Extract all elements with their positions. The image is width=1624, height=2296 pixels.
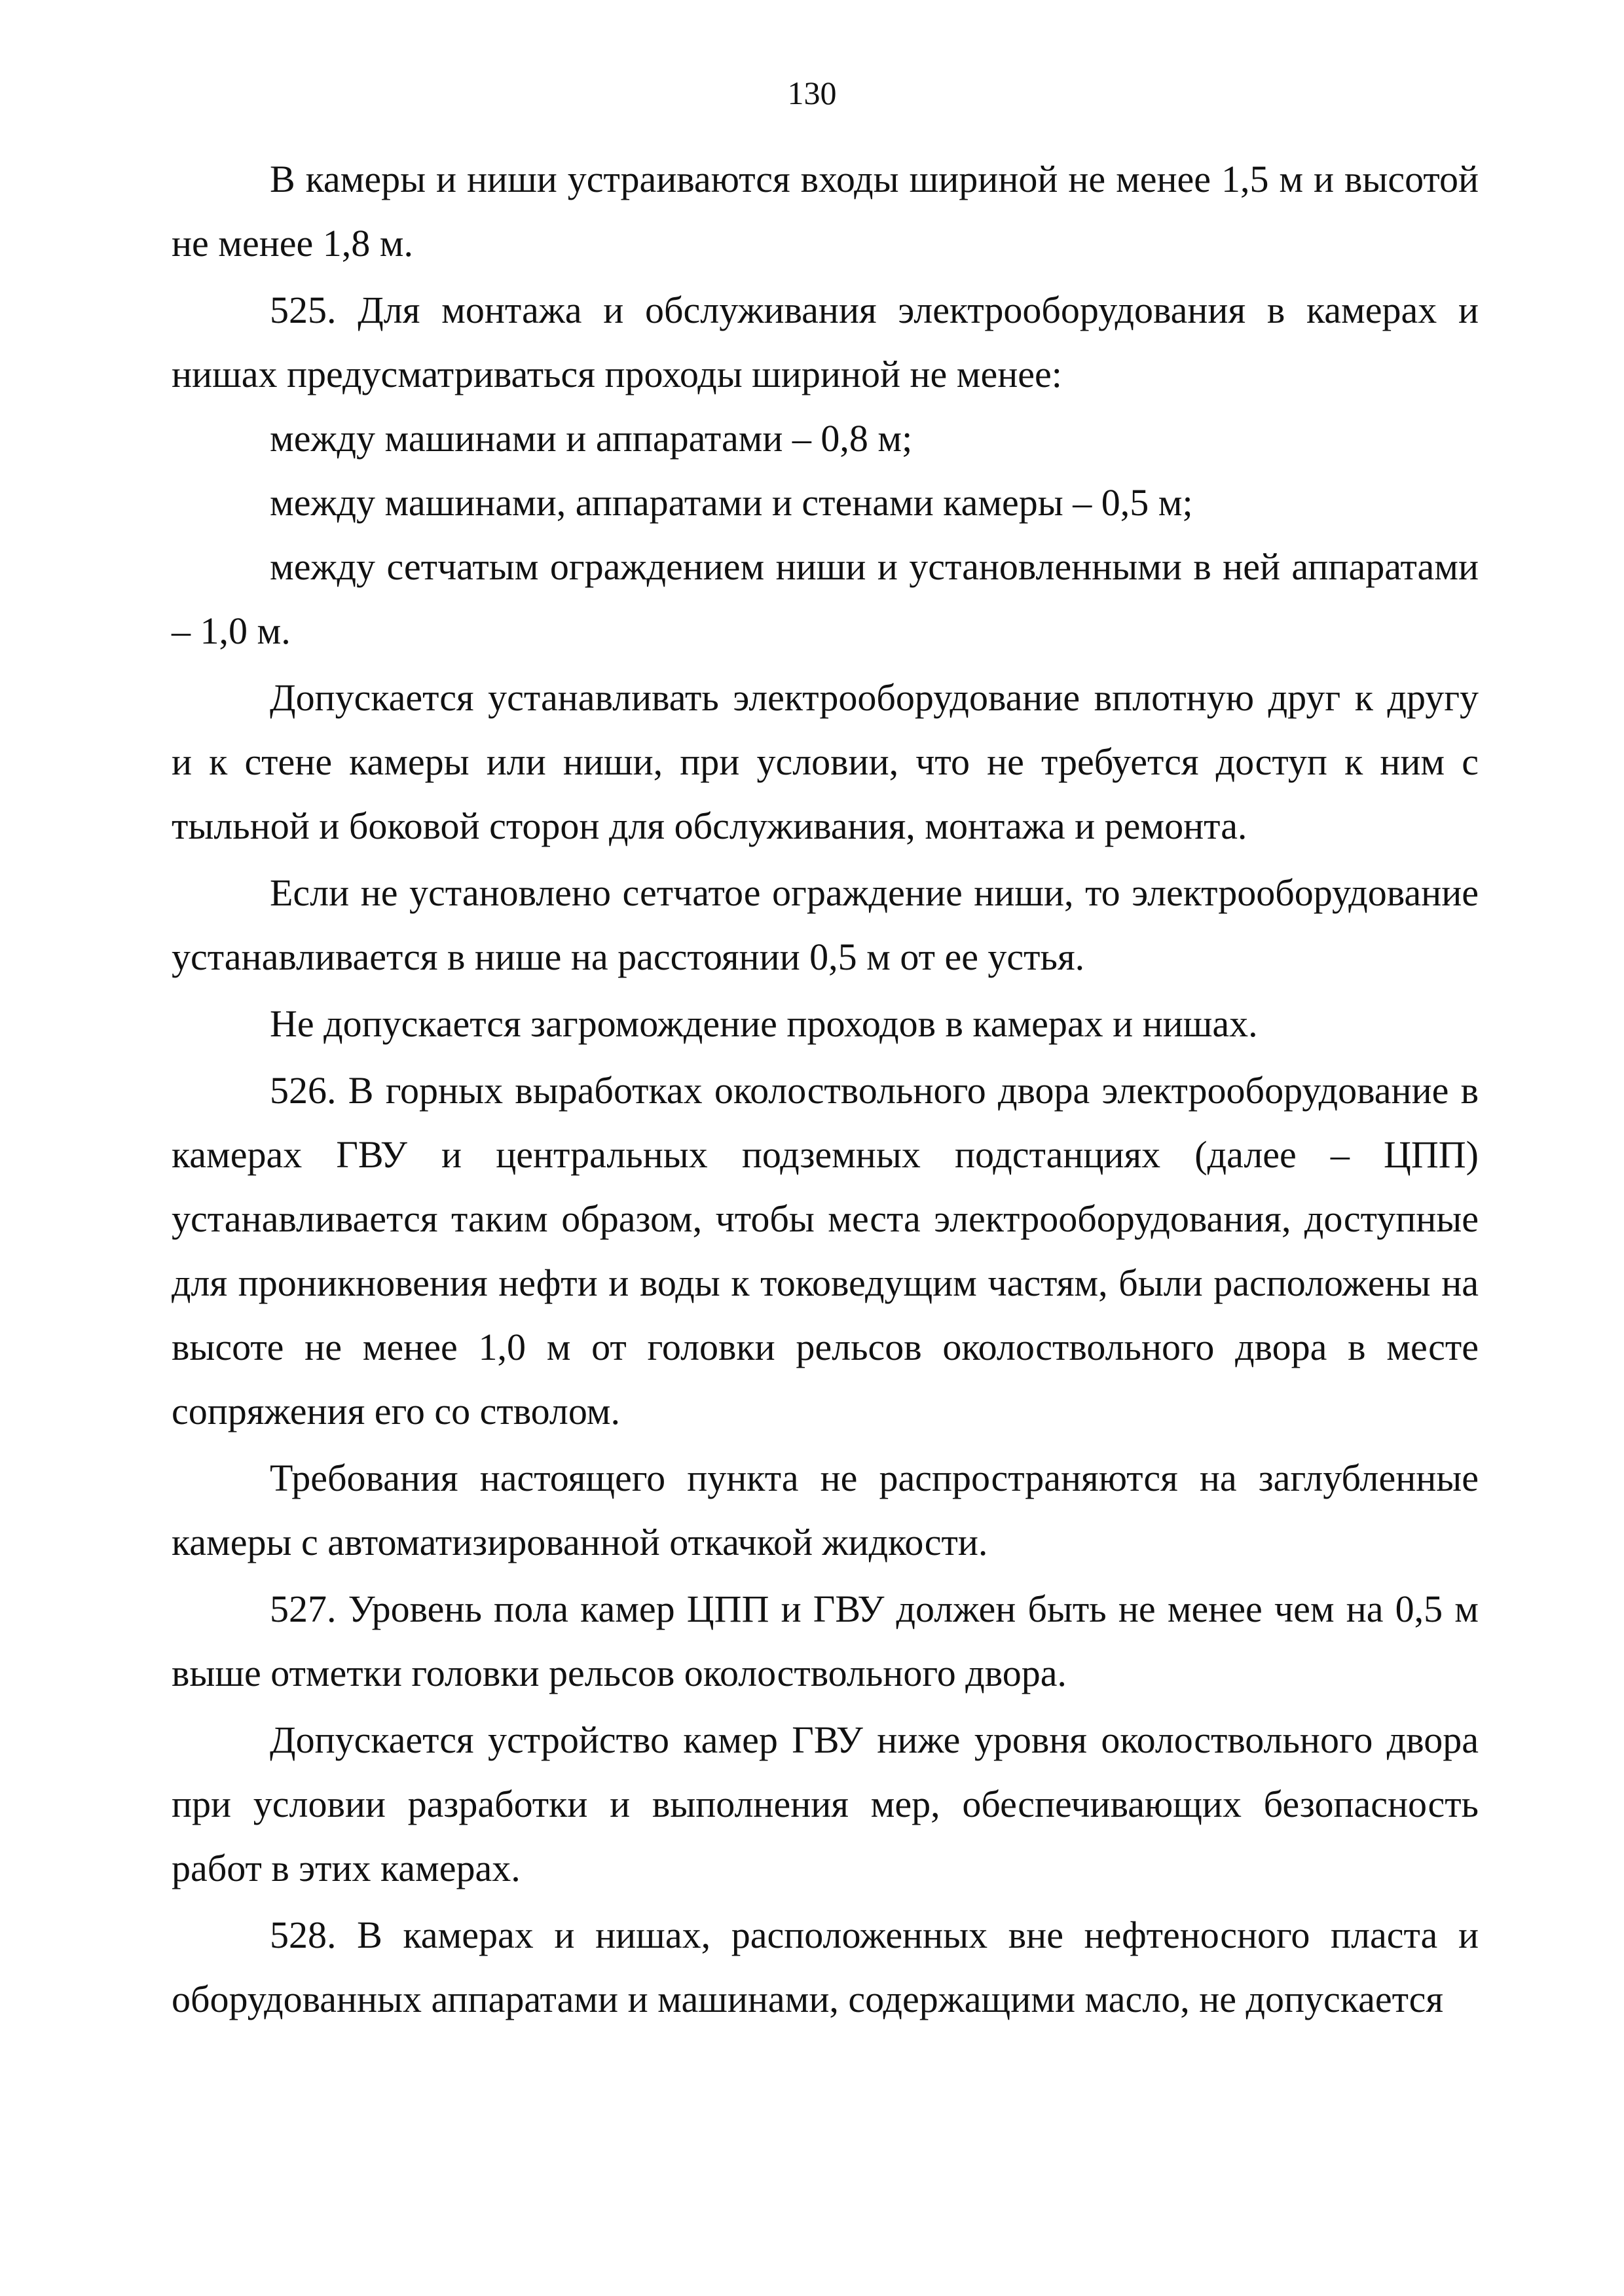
paragraph-526-exception: Требования настоящего пункта не распространяются на заглубленные камеры с автоматизированной откачкой жидкости. (172, 1457, 1479, 1563)
paragraph-528: 528. В камерах и нишах, расположенных вне нефтеносного пласта и оборудованных аппаратами и машинами, содержащими масло, не допускается (172, 1914, 1479, 2020)
paragraph-525: 525. Для монтажа и обслуживания электрооборудования в камерах и нишах предусматриваться проходы шириной не менее: (172, 289, 1479, 395)
list-item-machines-walls: между машинами, аппаратами и стенами камеры – 0,5 м; (270, 481, 1193, 524)
paragraph-527-exception: Допускается устройство камер ГВУ ниже уровня околоствольного двора при условии разработки и выполнения мер, обеспечивающих безопасность работ в этих камерах. (172, 1719, 1479, 1889)
paragraph-no-mesh: Если не установлено сетчатое ограждение ниши, то электрооборудование устанавливается в нише на расстоянии 0,5 м от ее устья. (172, 871, 1479, 978)
paragraph-527: 527. Уровень пола камер ЦПП и ГВУ должен быть не менее чем на 0,5 м выше отметки головки рельсов околоствольного двора. (172, 1588, 1479, 1694)
paragraph-entrances: В камеры и ниши устраиваются входы шириной не менее 1,5 м и высотой не менее 1,8 м. (172, 158, 1479, 264)
list-item-machines-apparatus: между машинами и аппаратами – 0,8 м; (270, 417, 913, 460)
paragraph-close-install: Допускается устанавливать электрооборудование вплотную друг к другу и к стене камеры или ниши, при условии, что не требуется доступ к ним с тыльной и боковой сторон для обслуживания, монтажа и ремонта. (172, 676, 1479, 847)
page-number: 130 (787, 75, 837, 111)
paragraph-526: 526. В горных выработках околоствольного двора электрооборудование в камерах ГВУ и центральных подземных подстанциях (далее – ЦПП) устанавливается таким образом, чтобы места электрооборудования, доступные для проникновения нефти и воды к токоведущим частям, были расположены на высоте не менее 1,0 м от головки рельсов околоствольного двора в месте сопряжения его со стволом. (172, 1069, 1479, 1432)
list-item-mesh-fence: между сетчатым ограждением ниши и установленными в ней аппаратами – 1,0 м. (172, 545, 1479, 652)
paragraph-no-clutter: Не допускается загромождение проходов в камерах и нишах. (270, 1002, 1258, 1045)
document-body (172, 147, 1479, 2032)
